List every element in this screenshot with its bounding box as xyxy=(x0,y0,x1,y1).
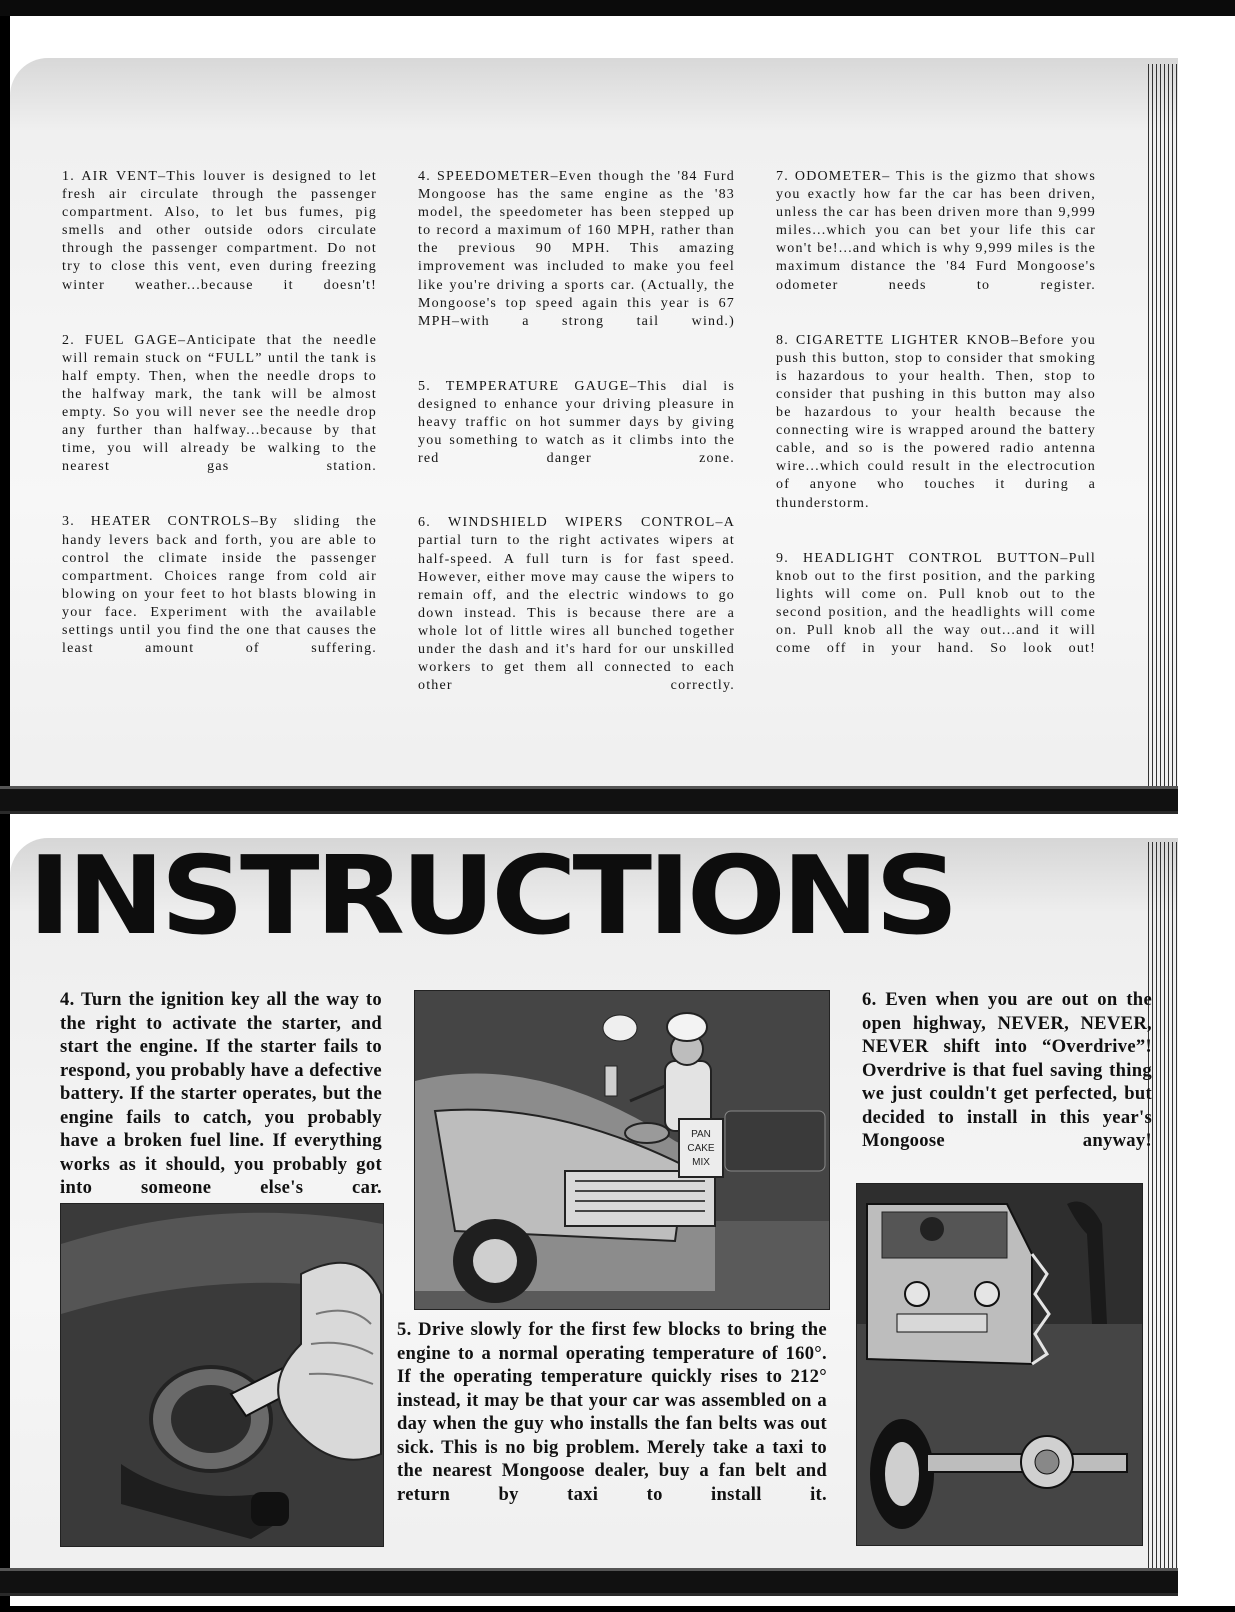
left-frame-bar xyxy=(0,16,10,1612)
manual-item-fuel-gage: 2. FUEL GAGE–Anticipate that the needle will remain stuck on “FULL” until the tank is half empty. Then, when the needle drops to the halfway mark, the tank will be almost empty. So you will never see the needle drop any further than halfway...because by that time, you will already be walking to the nearest gas station. xyxy=(62,332,377,475)
chef-on-hood-illustration xyxy=(414,990,830,1310)
manual-item-odometer: 7. ODOMETER– This is the gizmo that shows you exactly how far the car has been driven, unless the car has been driven more than 9,999 miles...which you can bet your life this car won't be!...and which is why 9,999 miles is the maximum distance the '84 Furd Mongoose's odometer needs to register. xyxy=(776,169,1096,293)
manual-column-3 xyxy=(776,168,1096,658)
manual-item-speedometer: 4. SPEEDOMETER–Even though the '84 Furd Mongoose has the same engine as the '83 model, the speedometer has been stepped up to record a maximum of 160 MPH, rather than the previous 90 MPH. This amazing improvement was included to make you feel like you're driving a sports car. (Actually, the Mongoose's top speed again this year is 67 MPH–with a strong tail wind.) xyxy=(418,169,735,329)
manual-item-air-vent: 1. AIR VENT–This louver is designed to let fresh air circulate through the passenger compartment. Also, to let bus fumes, pig smells and other outside odors circulate through the passenger compartment. Do not try to close this vent, even during freezing winter weather...because it doesn't! xyxy=(62,169,377,293)
manual-item-temperature-gauge: 5. TEMPERATURE GAUGE–This dial is designed to enhance your driving pleasure in heavy traffic on hot summer days by giving you something to watch as it climbs into the red danger zone. xyxy=(418,378,735,467)
ignition-key-illustration xyxy=(60,1203,384,1547)
manual-item-cigarette-lighter: 8. CIGARETTE LIGHTER KNOB–Before you push this button, stop to consider that smoking is hazardous to your health. Then, stop to consider that pushing in this button may also be hazardous to your health because the connecting wire is wrapped around the battery cable, and so is the powered radio antenna wire...which could result in the electrocution of anyone who touches it during a thunderstorm. xyxy=(776,332,1096,511)
page-edges-top xyxy=(1146,64,1180,804)
pancake-box-line-1: PAN xyxy=(691,1129,711,1140)
pancake-box-line-3: MIX xyxy=(692,1157,710,1168)
instruction-step-4: 4. Turn the ignition key all the way to the right to activate the starter, and start the engine. If the starter fails to respond, you probably have a defective battery. If the starter operates, but the engine fails to catch, you probably have a broken fuel line. If everything works as it should, you probably got into someone else's car. xyxy=(60,989,382,1198)
book-spine-top xyxy=(0,786,1178,814)
instruction-step-6: 6. Even when you are out on the open highway, NEVER, NEVER, NEVER shift into “Overdrive”! Overdrive is that fuel saving thing we just couldn't get perfected, but decided to install in this year's Mongoose anyway! xyxy=(862,989,1152,1151)
book-spine-bottom xyxy=(0,1568,1178,1596)
manual-item-headlight-control: 9. HEADLIGHT CONTROL BUTTON–Pull knob out to the first position, and the parking lights will come on. Pull knob out to the second position, and the headlights will come on. Pull knob all the way out...and it will come off in your hand. So look out! xyxy=(776,550,1096,657)
bottom-frame-bar xyxy=(0,1606,1235,1612)
instructions-title: INSTRUCTIONS xyxy=(28,834,955,959)
manual-item-wipers-control: 6. WINDSHIELD WIPERS CONTROL–A partial turn to the right activates wipers at half-speed. A full turn is for fast speed. However, either move may cause the wipers to remain off, and the electric windows to go down instead. This is because there are a whole lot of little wires all bunched together under the dash and it's hard for our unskilled workers to get them all connected to each other correctly. xyxy=(418,515,735,694)
manual-column-1 xyxy=(62,168,377,658)
owners-manual-page-top xyxy=(10,58,1178,798)
car-splitting-illustration xyxy=(856,1183,1143,1546)
instruction-step-5: 5. Drive slowly for the first few blocks to bring the engine to a normal operating temperature of 160°. If the operating temperature quickly rises to 212° instead, it may be that your car was assembled on a day when the guy who installs the fan belts was out sick. This is no big problem. Merely take a taxi to the nearest Mongoose dealer, buy a fan belt and return by taxi to install it. xyxy=(397,1319,827,1505)
pancake-box-line-2: CAKE xyxy=(687,1143,715,1154)
top-frame-bar xyxy=(0,0,1235,16)
pancake-mix-box xyxy=(679,1119,723,1177)
page-edges-bottom xyxy=(1146,842,1180,1592)
manual-column-2 xyxy=(418,168,735,695)
manual-item-heater-controls: 3. HEATER CONTROLS–By sliding the handy levers back and forth, you are able to control the climate inside the passenger compartment. Choices range from cold air blowing on your feet to hot blasts blowing in your face. Experiment with the available settings until you find the one that causes the least amount of suffering. xyxy=(62,514,377,657)
